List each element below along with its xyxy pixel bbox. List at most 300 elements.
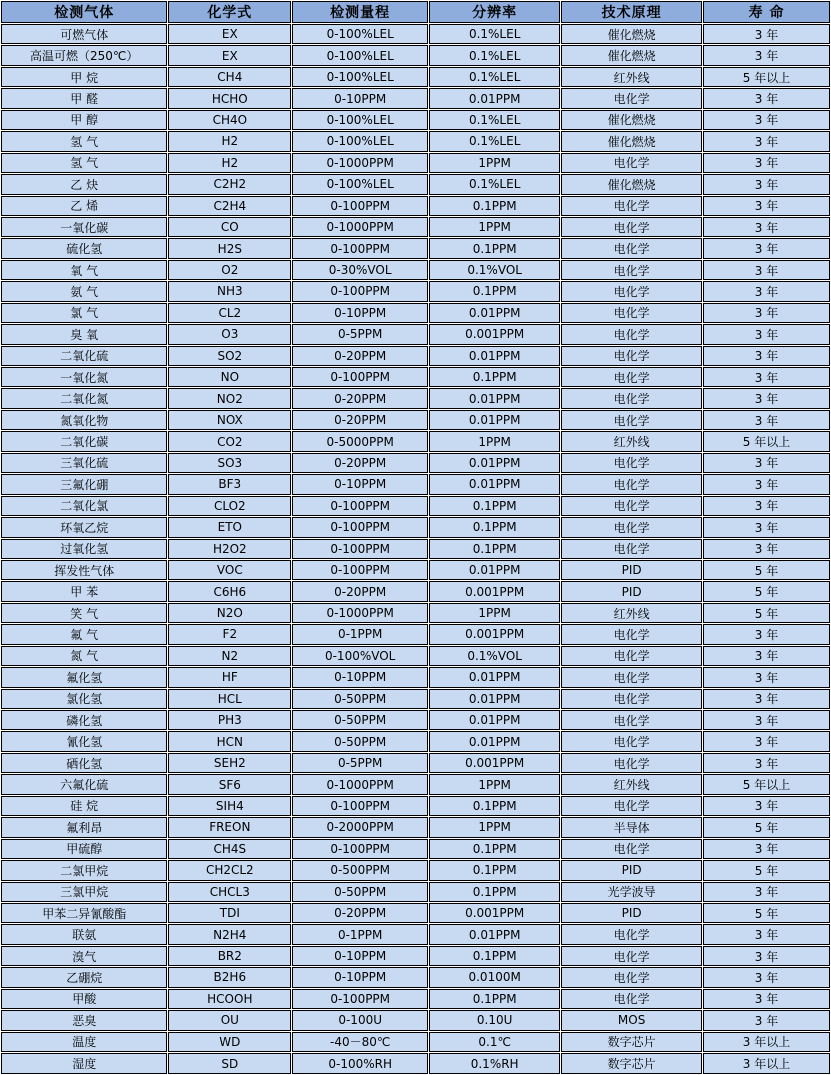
cell-resolution: 0.1%LEL [429,24,560,44]
cell-principle: 光学波导 [561,882,702,902]
col-header-gas: 检测气体 [1,1,167,23]
cell-gas: 氟化氢 [1,667,167,687]
cell-principle: 红外线 [561,774,702,794]
table-row [1,817,830,837]
cell-resolution: 0.1PPM [429,839,560,859]
cell-formula: CLO2 [168,496,291,516]
cell-range: 0-100U [292,1010,428,1030]
cell-formula: H2O2 [168,539,291,559]
cell-principle: 电化学 [561,796,702,816]
cell-resolution: 0.1PPM [429,539,560,559]
cell-formula: HCN [168,731,291,751]
cell-principle: 红外线 [561,603,702,623]
cell-principle: 电化学 [561,453,702,473]
cell-gas: 硅 烷 [1,796,167,816]
cell-life: 3 年 [703,131,830,151]
cell-life: 3 年 [703,796,830,816]
cell-resolution: 0.1PPM [429,367,560,387]
cell-resolution: 0.10U [429,1010,560,1030]
table-row [1,924,830,944]
cell-gas: 氟利昂 [1,817,167,837]
table-row [1,967,830,987]
cell-resolution: 0.0100M [429,967,560,987]
cell-gas: 二氧化硫 [1,346,167,366]
cell-gas: 氟 气 [1,624,167,644]
table-row [1,174,830,194]
cell-resolution: 0.001PPM [429,753,560,773]
table-row [1,131,830,151]
cell-gas: 甲 醛 [1,88,167,108]
cell-range: 0-50PPM [292,882,428,902]
cell-formula: CH4O [168,110,291,130]
table-row [1,839,830,859]
cell-range: 0-5PPM [292,324,428,344]
table-row [1,1010,830,1030]
cell-range: 0-1000PPM [292,217,428,237]
table-row [1,731,830,751]
cell-life: 3 年 [703,1010,830,1030]
cell-resolution: 0.001PPM [429,903,560,923]
cell-range: 0-10PPM [292,474,428,494]
cell-gas: 可燃气体 [1,24,167,44]
cell-range: 0-100PPM [292,796,428,816]
cell-range: 0-100PPM [292,839,428,859]
cell-resolution: 0.1PPM [429,496,560,516]
cell-resolution: 0.01PPM [429,710,560,730]
cell-formula: C2H2 [168,174,291,194]
cell-resolution: 0.01PPM [429,924,560,944]
cell-principle: 电化学 [561,474,702,494]
cell-life: 3 年 [703,839,830,859]
cell-resolution: 0.1PPM [429,989,560,1009]
cell-range: 0-5PPM [292,753,428,773]
cell-life: 3 年 [703,753,830,773]
cell-formula: O3 [168,324,291,344]
cell-range: 0-100PPM [292,989,428,1009]
cell-principle: 电化学 [561,367,702,387]
cell-gas: 氮 气 [1,646,167,666]
table-row [1,903,830,923]
cell-life: 5 年 [703,817,830,837]
cell-life: 3 年 [703,24,830,44]
cell-principle: MOS [561,1010,702,1030]
cell-range: 0-20PPM [292,388,428,408]
cell-life: 3 年 [703,196,830,216]
cell-range: 0-10PPM [292,967,428,987]
cell-formula: C2H4 [168,196,291,216]
cell-principle: 电化学 [561,303,702,323]
cell-principle: 电化学 [561,388,702,408]
cell-resolution: 0.001PPM [429,624,560,644]
table-row [1,388,830,408]
cell-gas: 甲硫醇 [1,839,167,859]
cell-principle: 电化学 [561,753,702,773]
cell-formula: HCOOH [168,989,291,1009]
cell-formula: O2 [168,260,291,280]
cell-resolution: 0.1PPM [429,946,560,966]
cell-formula: SEH2 [168,753,291,773]
cell-principle: 红外线 [561,67,702,87]
cell-gas: 甲苯二异氰酸酯 [1,903,167,923]
cell-principle: 催化燃烧 [561,45,702,65]
cell-life: 3 年 [703,238,830,258]
cell-gas: 二氧化氮 [1,388,167,408]
cell-formula: CH2CL2 [168,860,291,880]
cell-range: 0-100%LEL [292,24,428,44]
table-row [1,989,830,1009]
cell-resolution: 0.01PPM [429,453,560,473]
cell-range: 0-5000PPM [292,431,428,451]
cell-range: 0-100%RH [292,1053,428,1074]
cell-formula: H2 [168,131,291,151]
cell-formula: SF6 [168,774,291,794]
cell-gas: 硫化氢 [1,238,167,258]
table-row [1,238,830,258]
cell-life: 3 年 [703,924,830,944]
cell-resolution: 1PPM [429,153,560,173]
cell-formula: NH3 [168,281,291,301]
cell-range: -40－80℃ [292,1032,428,1052]
cell-range: 0-20PPM [292,903,428,923]
table-row [1,624,830,644]
cell-gas: 三氯甲烷 [1,882,167,902]
cell-resolution: 1PPM [429,603,560,623]
cell-life: 3 年 [703,174,830,194]
cell-gas: 氮氧化物 [1,410,167,430]
cell-principle: 电化学 [561,731,702,751]
cell-formula: CO2 [168,431,291,451]
cell-principle: 电化学 [561,839,702,859]
cell-resolution: 0.001PPM [429,324,560,344]
cell-resolution: 1PPM [429,817,560,837]
cell-range: 0-100%VOL [292,646,428,666]
cell-gas: 氨 气 [1,281,167,301]
cell-formula: EX [168,45,291,65]
table-row [1,324,830,344]
table-row [1,260,830,280]
table-row [1,517,830,537]
cell-formula: TDI [168,903,291,923]
cell-resolution: 0.01PPM [429,731,560,751]
cell-gas: 磷化氢 [1,710,167,730]
cell-formula: HCL [168,689,291,709]
cell-range: 0-100PPM [292,281,428,301]
table-row [1,45,830,65]
table-row [1,431,830,451]
table-header [1,1,830,23]
cell-formula: PH3 [168,710,291,730]
cell-principle: 催化燃烧 [561,24,702,44]
table-row [1,946,830,966]
cell-resolution: 0.01PPM [429,410,560,430]
cell-range: 0-100PPM [292,367,428,387]
cell-life: 3 年 [703,946,830,966]
cell-formula: C6H6 [168,581,291,601]
cell-range: 0-50PPM [292,710,428,730]
cell-gas: 硒化氢 [1,753,167,773]
table-row [1,196,830,216]
cell-gas: 臭 氧 [1,324,167,344]
cell-range: 0-1000PPM [292,774,428,794]
cell-resolution: 0.1%LEL [429,45,560,65]
cell-life: 3 年 [703,646,830,666]
col-header-life: 寿 命 [703,1,830,23]
cell-life: 3 年 [703,110,830,130]
cell-formula: CO [168,217,291,237]
cell-resolution: 0.1%RH [429,1053,560,1074]
cell-resolution: 0.001PPM [429,581,560,601]
cell-resolution: 0.1PPM [429,517,560,537]
cell-principle: 电化学 [561,346,702,366]
cell-formula: F2 [168,624,291,644]
cell-range: 0-1000PPM [292,153,428,173]
table-row [1,581,830,601]
cell-principle: PID [561,860,702,880]
cell-resolution: 0.01PPM [429,346,560,366]
cell-formula: B2H6 [168,967,291,987]
cell-range: 0-2000PPM [292,817,428,837]
cell-range: 0-100%LEL [292,110,428,130]
cell-resolution: 0.1%LEL [429,174,560,194]
col-header-range: 检测量程 [292,1,428,23]
cell-formula: CH4S [168,839,291,859]
cell-formula: SIH4 [168,796,291,816]
cell-life: 3 年 [703,45,830,65]
cell-life: 5 年以上 [703,67,830,87]
table-row [1,303,830,323]
cell-principle: 催化燃烧 [561,131,702,151]
cell-principle: 电化学 [561,196,702,216]
cell-formula: NOX [168,410,291,430]
cell-principle: 电化学 [561,989,702,1009]
table-row [1,603,830,623]
cell-gas: 挥发性气体 [1,560,167,580]
cell-principle: 数字芯片 [561,1032,702,1052]
cell-formula: WD [168,1032,291,1052]
cell-life: 5 年以上 [703,431,830,451]
cell-range: 0-100PPM [292,560,428,580]
table-row [1,710,830,730]
cell-principle: 半导体 [561,817,702,837]
cell-life: 5 年 [703,560,830,580]
cell-gas: 二氧化氯 [1,496,167,516]
table-row [1,560,830,580]
cell-gas: 环氧乙烷 [1,517,167,537]
cell-life: 3 年 [703,410,830,430]
cell-range: 0-1PPM [292,624,428,644]
cell-range: 0-100PPM [292,496,428,516]
cell-life: 3 年 [703,367,830,387]
cell-life: 3 年 [703,324,830,344]
cell-principle: 电化学 [561,946,702,966]
cell-gas: 恶臭 [1,1010,167,1030]
cell-resolution: 0.1PPM [429,196,560,216]
cell-life: 3 年 [703,882,830,902]
cell-life: 3 年以上 [703,1053,830,1074]
cell-formula: BF3 [168,474,291,494]
cell-gas: 氯 气 [1,303,167,323]
cell-gas: 乙 炔 [1,174,167,194]
cell-gas: 乙 烯 [1,196,167,216]
table-row [1,774,830,794]
cell-life: 3 年 [703,88,830,108]
cell-gas: 氧 气 [1,260,167,280]
col-header-formula: 化学式 [168,1,291,23]
cell-formula: EX [168,24,291,44]
cell-range: 0-100PPM [292,238,428,258]
cell-life: 3 年 [703,689,830,709]
table-row [1,217,830,237]
cell-gas: 甲 烷 [1,67,167,87]
cell-formula: HF [168,667,291,687]
cell-gas: 氯化氢 [1,689,167,709]
cell-life: 3 年 [703,260,830,280]
cell-gas: 过氧化氢 [1,539,167,559]
header-row [1,1,830,23]
cell-formula: VOC [168,560,291,580]
cell-gas: 二氧化碳 [1,431,167,451]
cell-life: 3 年 [703,453,830,473]
cell-principle: PID [561,903,702,923]
cell-formula: NO [168,367,291,387]
cell-gas: 湿度 [1,1053,167,1074]
cell-formula: FREON [168,817,291,837]
cell-resolution: 0.1PPM [429,882,560,902]
cell-gas: 一氧化氮 [1,367,167,387]
cell-life: 3 年 [703,989,830,1009]
cell-range: 0-100PPM [292,517,428,537]
cell-life: 3 年 [703,731,830,751]
cell-principle: 电化学 [561,710,702,730]
table-row [1,110,830,130]
cell-resolution: 0.01PPM [429,88,560,108]
cell-principle: 电化学 [561,281,702,301]
cell-gas: 一氧化碳 [1,217,167,237]
cell-principle: 红外线 [561,431,702,451]
cell-formula: SO3 [168,453,291,473]
cell-life: 3 年 [703,281,830,301]
cell-range: 0-20PPM [292,346,428,366]
cell-formula: CL2 [168,303,291,323]
cell-range: 0-100%LEL [292,174,428,194]
cell-principle: 电化学 [561,667,702,687]
cell-formula: H2 [168,153,291,173]
cell-resolution: 0.01PPM [429,474,560,494]
cell-resolution: 0.1%VOL [429,646,560,666]
cell-principle: 电化学 [561,153,702,173]
cell-range: 0-50PPM [292,731,428,751]
table-row [1,646,830,666]
cell-formula: SD [168,1053,291,1074]
cell-range: 0-20PPM [292,453,428,473]
cell-formula: HCHO [168,88,291,108]
cell-range: 0-20PPM [292,581,428,601]
table-row [1,882,830,902]
cell-range: 0-100%LEL [292,67,428,87]
cell-gas: 甲 苯 [1,581,167,601]
cell-life: 5 年 [703,603,830,623]
cell-formula: NO2 [168,388,291,408]
cell-gas: 甲酸 [1,989,167,1009]
cell-resolution: 0.1%LEL [429,110,560,130]
cell-formula: N2O [168,603,291,623]
cell-life: 3 年 [703,710,830,730]
cell-formula: H2S [168,238,291,258]
cell-gas: 三氧化硫 [1,453,167,473]
cell-life: 3 年 [703,967,830,987]
cell-life: 3 年 [703,496,830,516]
cell-gas: 甲 醇 [1,110,167,130]
cell-resolution: 0.01PPM [429,667,560,687]
col-header-resolution: 分辨率 [429,1,560,23]
table-row [1,860,830,880]
table-row [1,281,830,301]
cell-resolution: 1PPM [429,774,560,794]
table-row [1,1032,830,1052]
table-row [1,474,830,494]
cell-principle: 电化学 [561,967,702,987]
cell-principle: 电化学 [561,539,702,559]
cell-gas: 笑 气 [1,603,167,623]
cell-range: 0-100%LEL [292,45,428,65]
cell-principle: 数字芯片 [561,1053,702,1074]
cell-range: 0-30%VOL [292,260,428,280]
cell-principle: 电化学 [561,924,702,944]
table-row [1,410,830,430]
cell-principle: 电化学 [561,517,702,537]
cell-principle: 电化学 [561,624,702,644]
cell-principle: 催化燃烧 [561,174,702,194]
cell-principle: 电化学 [561,410,702,430]
cell-range: 0-10PPM [292,88,428,108]
table-row [1,67,830,87]
cell-principle: PID [561,581,702,601]
cell-life: 3 年 [703,517,830,537]
cell-resolution: 0.1%VOL [429,260,560,280]
table-row [1,88,830,108]
cell-gas: 氢 气 [1,131,167,151]
cell-gas: 氢 气 [1,153,167,173]
table-row [1,753,830,773]
cell-range: 0-100PPM [292,196,428,216]
cell-formula: CHCL3 [168,882,291,902]
cell-life: 5 年以上 [703,774,830,794]
col-header-principle: 技术原理 [561,1,702,23]
cell-resolution: 0.1%LEL [429,67,560,87]
cell-resolution: 0.1PPM [429,238,560,258]
cell-formula: SO2 [168,346,291,366]
cell-range: 0-1PPM [292,924,428,944]
cell-life: 3 年 [703,474,830,494]
cell-life: 3 年 [703,388,830,408]
cell-resolution: 0.1℃ [429,1032,560,1052]
table-row [1,24,830,44]
cell-range: 0-10PPM [292,303,428,323]
cell-life: 3 年 [703,346,830,366]
cell-resolution: 1PPM [429,217,560,237]
cell-principle: 电化学 [561,217,702,237]
cell-resolution: 0.01PPM [429,689,560,709]
cell-formula: N2H4 [168,924,291,944]
cell-formula: OU [168,1010,291,1030]
cell-range: 0-100%LEL [292,131,428,151]
cell-resolution: 0.1PPM [429,860,560,880]
cell-gas: 温度 [1,1032,167,1052]
cell-principle: 催化燃烧 [561,110,702,130]
cell-formula: ETO [168,517,291,537]
table-body [1,24,830,1074]
cell-life: 5 年 [703,581,830,601]
